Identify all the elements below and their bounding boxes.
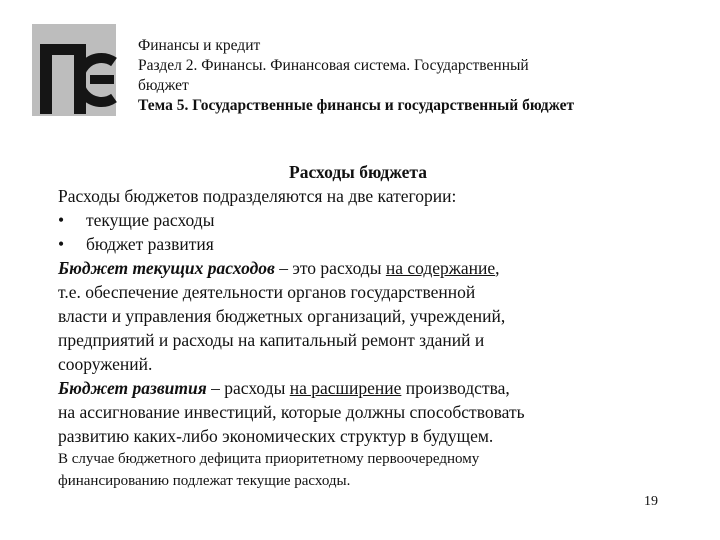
underlined-text: на содержание [385, 258, 496, 278]
course-title: Финансы и кредит [138, 37, 261, 54]
text-line: на ассигнование инвестиций, которые должны способствовать [58, 402, 525, 422]
paragraph-development-budget [58, 376, 658, 400]
bullet-icon: • [58, 234, 65, 254]
text-line: предприятий и расходы на капитальный ремонт зданий и [58, 330, 485, 350]
text-span: производства, [401, 378, 510, 398]
term-development: Бюджет развития [58, 378, 207, 398]
bullet-item [58, 208, 658, 232]
underlined-text: на расширение [289, 378, 402, 398]
section-title-cont: бюджет [138, 77, 189, 94]
note-line: В случае бюджетного дефицита приоритетному первоочередному [58, 451, 480, 467]
slide-header [138, 36, 708, 116]
text-line: т.е. обеспечение деятельности органов государственной [58, 282, 476, 302]
topic-title: Тема 5. Государственные финансы и государственный бюджет [138, 97, 575, 114]
text-span: – расходы [206, 378, 290, 398]
text-span: , [495, 258, 500, 278]
bullet-text: бюджет развития [86, 234, 214, 254]
slide-content [58, 160, 658, 492]
text-line: сооружений. [58, 354, 153, 374]
note-line: финансированию подлежат текущие расходы. [58, 473, 351, 489]
bullet-icon: • [58, 210, 65, 230]
text-line: развитию каких-либо экономических структур в будущем. [58, 426, 494, 446]
text-span: – это расходы [274, 258, 386, 278]
bullet-item [58, 232, 658, 256]
intro-text: Расходы бюджетов подразделяются на две категории: [58, 186, 457, 206]
slide-title: Расходы бюджета [289, 162, 427, 182]
term-current: Бюджет текущих расходов [58, 258, 275, 278]
bullet-text: текущие расходы [86, 210, 215, 230]
text-line: власти и управления бюджетных организаций, учреждений, [58, 306, 506, 326]
section-title: Раздел 2. Финансы. Финансовая система. Государственный [138, 57, 529, 74]
page-number: 19 [644, 494, 658, 509]
paragraph-current-expenses [58, 256, 658, 280]
logo [30, 22, 118, 118]
